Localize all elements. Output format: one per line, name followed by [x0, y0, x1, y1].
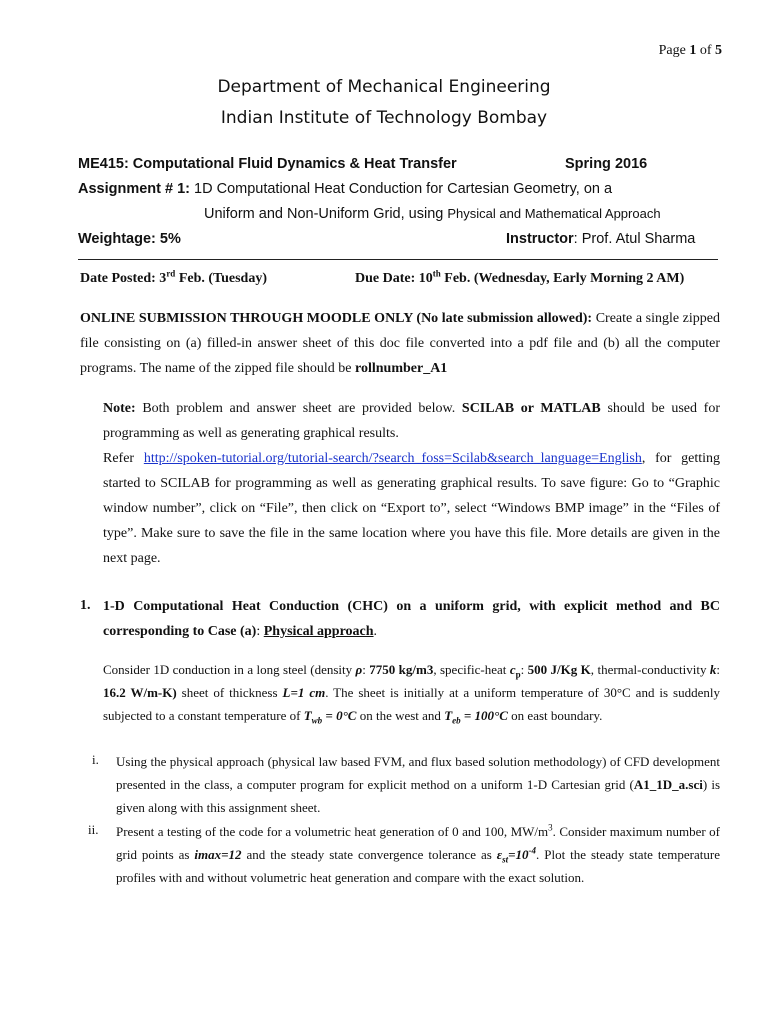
q1-title: 1-D Computational Heat Conduction (CHC) on a uniform grid, with explicit method and BC corresponding to Case (a): Physical approach.: [103, 599, 720, 639]
due-date: Due Date: 10th Feb. (Wednesday, Early Morning 2 AM): [355, 268, 685, 286]
q1-item-i-number: i.: [92, 752, 99, 767]
page-number: Page 1 of 5: [658, 43, 722, 58]
weightage: Weightage: 5%: [78, 231, 181, 247]
header-divider: [78, 259, 718, 260]
assignment-line-2: Uniform and Non-Uniform Grid, using Physical and Mathematical Approach: [204, 206, 661, 222]
q1-number: 1.: [80, 598, 91, 613]
q1-item-ii-number: ii.: [88, 822, 99, 837]
department-title: Department of Mechanical Engineering: [217, 77, 551, 97]
course-title: ME415: Computational Fluid Dynamics & Heat Transfer: [78, 156, 457, 172]
q1-item-i: Using the physical approach (physical law based FVM, and flux based solution methodology) of CFD development presented in the class, a computer program for explicit method on a uniform 1-D Cartesian grid (A1_1D_a.sci) is given along with this assignment sheet.: [116, 754, 721, 815]
institute-title: Indian Institute of Technology Bombay: [220, 108, 548, 128]
instructor: Instructor: Prof. Atul Sharma: [506, 231, 696, 247]
assignment-line-1: Assignment # 1: 1D Computational Heat Conduction for Cartesian Geometry, on a: [78, 181, 613, 197]
course-term: Spring 2016: [565, 156, 648, 172]
spoken-tutorial-link[interactable]: http://spoken-tutorial.org/tutorial-search/?search_foss=Scilab&search_language=English: [143, 451, 642, 466]
submission-instructions: ONLINE SUBMISSION THROUGH MOODLE ONLY (No late submission allowed): Create a single zipped file consisting on (a) filled-in answer sheet of this doc file converted into a pdf file and (b) all the computer programs. The name of the zipped file should be rollnumber_A1: [80, 311, 720, 376]
date-posted: Date Posted: 3rd Feb. (Tuesday): [80, 268, 267, 286]
q1-problem-statement: Consider 1D conduction in a long steel (density ρ: 7750 kg/m3, specific-heat $c_p$: 500 J/Kg K, thermal-conductivity k: 16.2 W/m-K) sheet of thickness L=1 cm. The sheet is initially at a uniform temperature of 30°C and is suddenly subjected to a constant temperature of $T_{wb} = 0^\circ C$ on the west and $T_{eb} = 100^\circ C$ on east boundary.: [103, 662, 721, 726]
note-block: Note: Both problem and answer sheet are provided below. SCILAB or MATLAB should be used for programming as well as generating graphical results. Refer http://spoken-tutorial.org/tutorial-search/?search_foss=Scilab&search_language=English, for getting started to SCILAB for programming as well as generating graphical results. To save figure: Go to “Graphic window number”, click on “File”, then click on “Export to”, select “Windows BMP image” in the “Files of type”. Make sure to save the file in the same location where you have this file. More details are given in the next page.: [103, 401, 720, 566]
q1-item-ii: Present a testing of the code for a volumetric heat generation of 0 and 100, $MW/m^3$. Consider maximum number of grid points as imax=12 and the steady state convergence tolerance as $\varepsilon_{st}=10^{-4}$. Plot the steady state temperature profiles with and without volumetric heat generation and compare with the exact solution.: [116, 822, 720, 885]
